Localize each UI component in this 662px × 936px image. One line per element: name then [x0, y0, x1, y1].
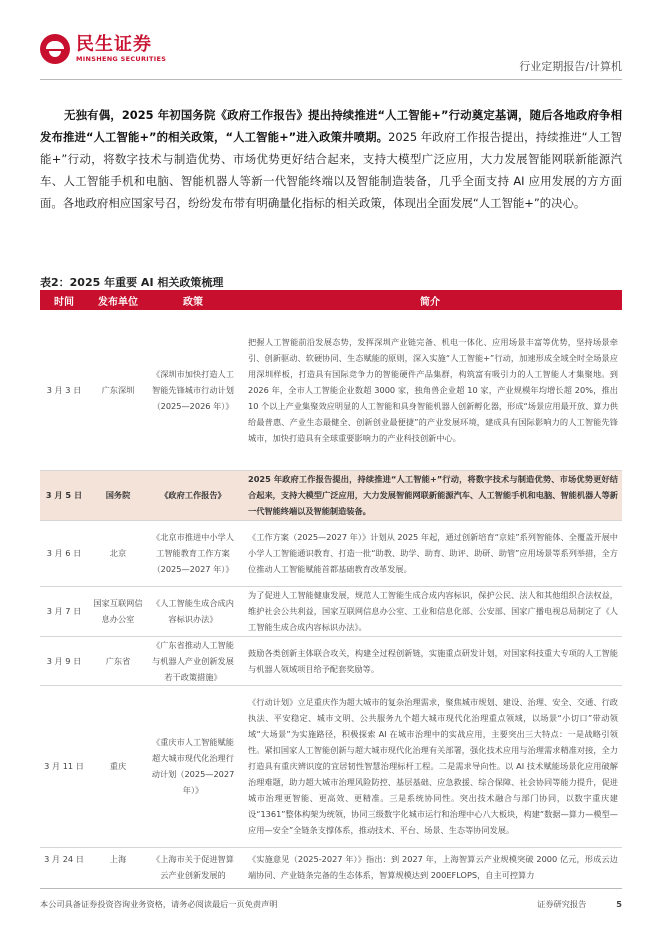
header-org: 发布单位	[88, 290, 148, 310]
footer-right	[537, 899, 622, 910]
minsheng-logo	[40, 34, 166, 64]
table-header-row	[40, 290, 622, 310]
cell-org: 重庆	[88, 685, 148, 847]
policy-table	[40, 290, 622, 885]
cell-date: 3 月 9 日	[40, 636, 88, 685]
table-row	[40, 520, 622, 586]
intro-paragraph	[40, 104, 622, 214]
logo-name-cn: 民生证券	[76, 34, 152, 55]
cell-policy: 《广东省推动人工智能与机器人产业创新发展若干政策措施》	[148, 636, 238, 685]
table-row	[40, 586, 622, 636]
report-type: 行业定期报告/计算机	[519, 60, 622, 73]
cell-policy: 《深圳市加快打造人工智能先锋城市行动计划（2025—2026 年）》	[148, 310, 238, 470]
cell-desc: 把握人工智能前沿发展态势，发挥深圳产业链完备、机电一体化、应用场景丰富等优势，坚持场景牵引、创新驱动、软硬协同、生态赋能的原则，深入实施“人工智能+”行动，加速形成全域全时全场景应用深圳样板，打造具有国际竞争力的智能硬件产品集群，构筑富有吸引力的人工智能人才集聚地。到 2026 年，全市人工智能企业数超 3000 家，独角兽企业超 10 家，产业规模年均增长超 20%，推出 10 个以上产业集聚效应明显的人工智能和具身智能机器人创新孵化器，形成“场景应用最开放、算力供给最普惠、产业生态最健全、创新创业最便捷”的产业发展环境，建成具有国际影响力的人工智能先锋城市，加快打造具有全球重要影响力的产业科技创新中心。	[238, 310, 622, 470]
header-policy: 政策	[148, 290, 238, 310]
cell-desc: 鼓励各类创新主体联合攻关，构建全过程创新链，实施重点研发计划，对国家科技重大专项的人工智能与机器人领域项目给予配套奖励等。	[238, 636, 622, 685]
footer-disclaimer: 本公司具备证券投资咨询业务资格，请务必阅读最后一页免责声明	[40, 899, 278, 909]
page-number: 5	[616, 899, 622, 909]
logo-name-en: MINSHENG SECURITIES	[76, 55, 167, 63]
cell-desc: 《工作方案（2025—2027 年）》计划从 2025 年起，通过创新培育“京娃”系列智能体、全覆盖开展中小学人工智能通识教育、打造一批“助教、助学、助育、助评、助研、助管”应用场景等系列举措，全方位推动人工智能赋能首都基础教育改革发展。	[238, 520, 622, 586]
table-row-highlight	[40, 470, 622, 520]
cell-date: 3 月 11 日	[40, 685, 88, 847]
cell-policy: 《北京市推进中小学人工智能教育工作方案（2025—2027 年）》	[148, 520, 238, 586]
footer-divider	[40, 888, 622, 889]
header-desc: 简介	[238, 290, 622, 310]
cell-date: 3 月 5 日	[40, 470, 88, 520]
cell-org: 国务院	[88, 470, 148, 520]
cell-org: 广东深圳	[88, 310, 148, 470]
cell-org: 广东省	[88, 636, 148, 685]
cell-desc: 2025 年政府工作报告提出，持续推进“人工智能+”行动，将数字技术与制造优势、市场优势更好结合起来，支持大模型广泛应用，大力发展智能网联新能源汽车、人工智能手机和电脑、智能机器人等新一代智能终端以及智能制造装备。	[238, 470, 622, 520]
intro-bold-text: 无独有偶，2025 年初国务院《政府工作报告》提出持续推进“人工智能+”行动奠定基调，随后各地政府争相发布推进“人工智能+”的相关政策，“人工智能+”进入政策井喷期。	[40, 108, 622, 144]
table-row	[40, 310, 622, 470]
cell-policy: 《政府工作报告》	[148, 470, 238, 520]
table-row	[40, 847, 622, 885]
cell-date: 3 月 3 日	[40, 310, 88, 470]
cell-org: 北京	[88, 520, 148, 586]
table-row	[40, 685, 622, 847]
cell-desc: 《行动计划》立足重庆作为超大城市的复杂治理需求，聚焦城市规划、建设、治理、安全、交通、行政执法、平安稳定、城市文明、公共服务九个超大城市现代化治理重点领域，以场景“小切口”带动领域“大场景”为实施路径，积极探索 AI 在城市治理中的实战应用，主要突出三大特点：一是战略引领性。紧扣国家人工智能创新与超大城市现代化治理有关部署，强化技术应用与治理需求精准对接，全力打造具有重庆辨识度的宜居韧性智慧治理标杆工程。二是需求导向性。以 AI 技术赋能场景化应用破解治理难题，助力超大城市治理风险防控、基层基础、应急救援、综合保障、社会协同等能力提升，促进城市治理更智能、更高效、更精准。三是系统协同性。突出技术融合与部门协同，以数字重庆建设“1361”整体构架为统领，协同三级数字化城市运行和治理中心八大板块，构建“数据—算力—模型—应用—安全”全链条支撑体系，推动技术、平台、场景、生态等协同发展。	[238, 685, 622, 847]
page-header	[40, 34, 622, 76]
cell-desc: 为了促进人工智能健康发展，规范人工智能生成合成内容标识，保护公民、法人和其他组织合法权益，维护社会公共利益，国家互联网信息办公室、工业和信息化部、公安部、国家广播电视总局制定了《人工智能生成合成内容标识办法》。	[238, 586, 622, 636]
cell-date: 3 月 6 日	[40, 520, 88, 586]
intro-body-text: 2025 年政府工作报告提出，持续推进“人工智能+”行动，将数字技术与制造优势、市场优势更好结合起来，支持大模型广泛应用，大力发展智能网联新能源汽车、人工智能手机和电脑、智能机器人等新一代智能终端以及智能制造装备，几乎全面支持 AI 应用发展的方方面面。各地政府相应国家号召，纷纷发布带有明确量化指标的相关政策，体现出全面发展“人工智能+”的决心。	[40, 130, 622, 210]
table-row	[40, 636, 622, 685]
cell-policy: 《人工智能生成合成内容标识办法》	[148, 586, 238, 636]
header-divider	[40, 79, 622, 80]
cell-org: 上海	[109, 853, 127, 864]
cell-policy: 《重庆市人工智能赋能超大城市现代化治理行动计划（2025—2027 年）》	[148, 685, 238, 847]
minsheng-logo-icon	[40, 34, 70, 64]
cell-policy: 《上海市关于促进智算云产业创新发展的	[152, 853, 234, 880]
cell-date: 3 月 7 日	[40, 586, 88, 636]
footer-label: 证券研究报告	[537, 899, 587, 909]
table-title: 表2：2025 年重要 AI 相关政策梳理	[40, 276, 224, 289]
cell-org: 国家互联网信息办公室	[88, 586, 148, 636]
cell-desc: 《实施意见（2025-2027 年）》指出：到 2027 年，上海智算云产业规模突破 2000 亿元，形成云边端协同、产业链条完备的生态体系，智算规模达到 200EFLOPS，自主可控算力	[248, 853, 618, 880]
header-date: 时间	[40, 290, 88, 310]
cell-date: 3 月 24 日	[44, 853, 84, 864]
